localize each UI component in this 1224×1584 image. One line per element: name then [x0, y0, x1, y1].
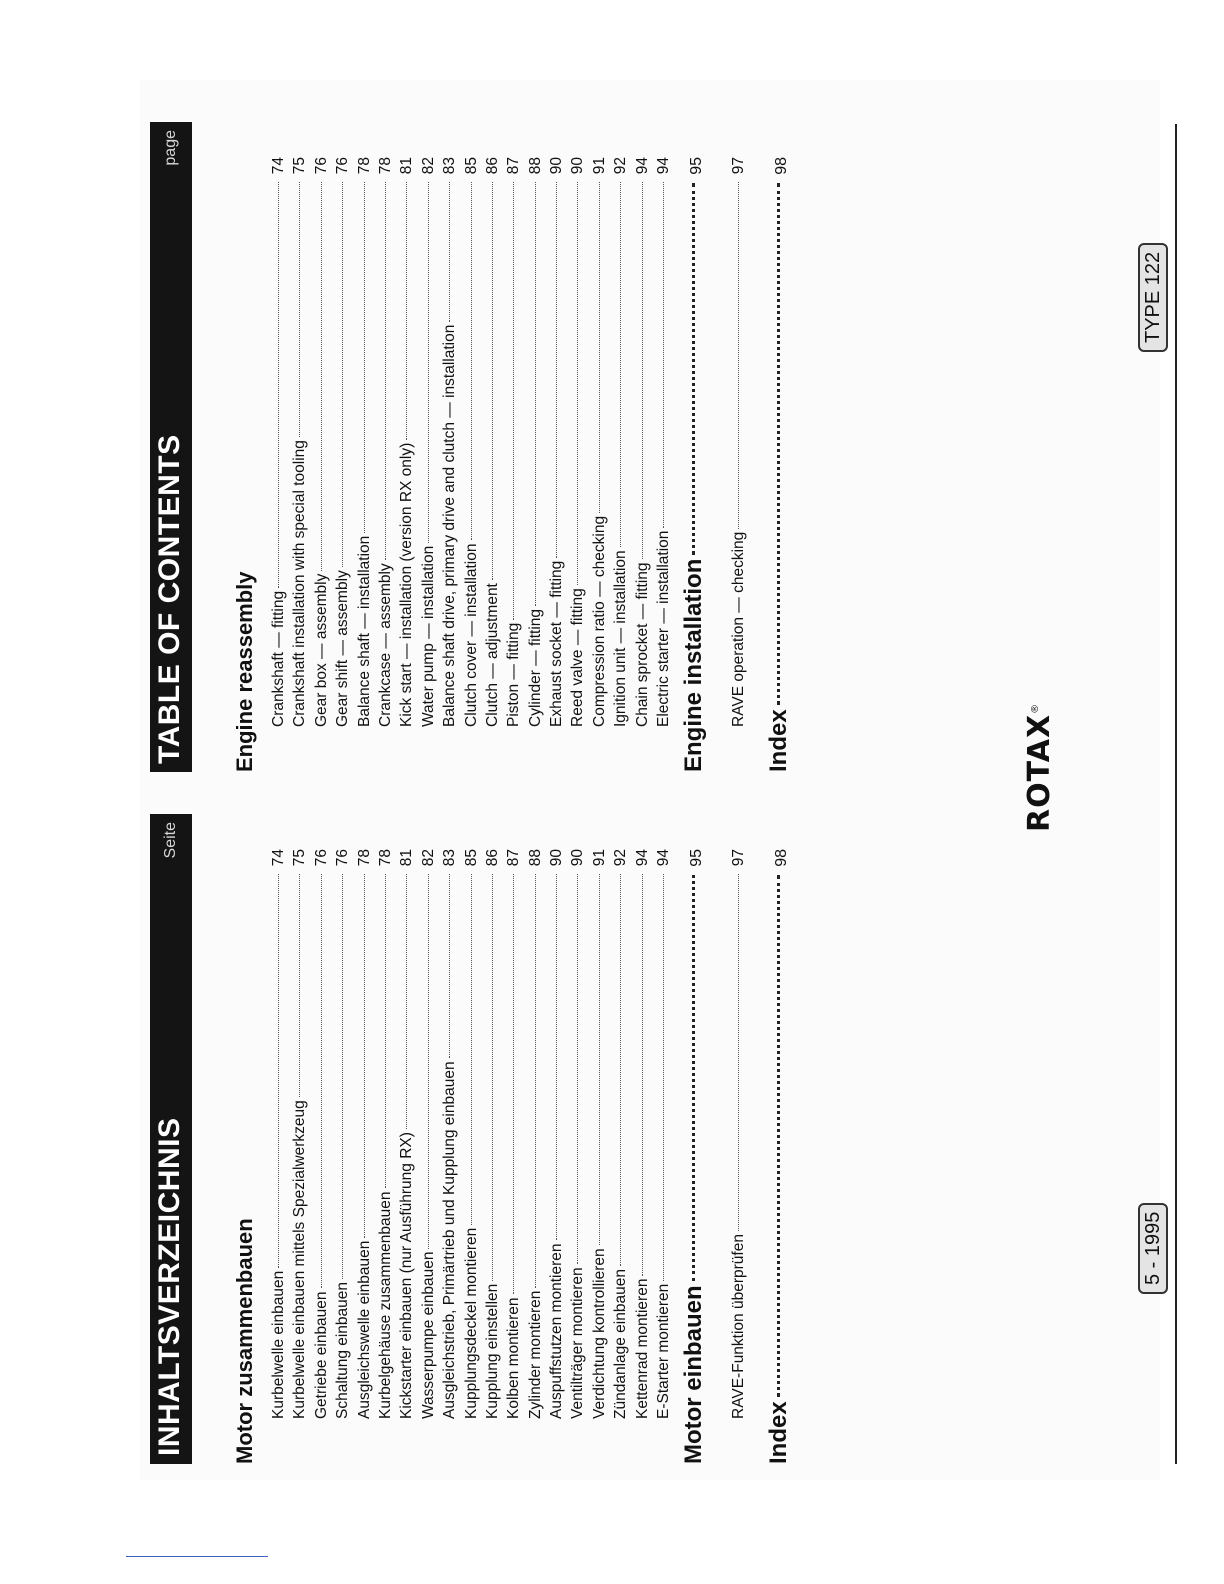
section-heading: Motor zusammenbauen [232, 1218, 257, 1464]
dot-leader [364, 874, 365, 1238]
toc-entry[interactable] [441, 157, 462, 727]
dot-leader [449, 182, 450, 322]
entry-page: 86 [483, 157, 501, 175]
entry-label: Crankcase — assembly [376, 563, 394, 727]
entry-label: Exhaust socket — fitting [548, 560, 566, 727]
toc-entry[interactable] [484, 849, 505, 1419]
entry-label: Reed valve — fitting [569, 588, 587, 727]
toc-entry[interactable] [612, 157, 633, 727]
toc-entry[interactable] [569, 849, 590, 1419]
entry-page: 91 [590, 157, 608, 175]
toc-entry[interactable] [356, 157, 377, 727]
entry-page: 90 [548, 157, 566, 175]
toc-entry[interactable] [591, 157, 612, 727]
entry-label: Ausgleichstrieb, Primärtrieb und Kupplung einbauen [441, 1061, 459, 1419]
toc-entry[interactable] [634, 849, 655, 1419]
entry-label: Gear shift — assembly [334, 570, 352, 727]
dot-leader [513, 874, 514, 1295]
dot-leader [620, 182, 621, 547]
dot-leader [692, 875, 695, 1281]
entry-page: 98 [773, 849, 790, 867]
entry-page: 85 [462, 157, 480, 175]
dot-leader [535, 874, 536, 1288]
toc-entry[interactable] [420, 849, 441, 1419]
dot-leader [577, 874, 578, 1264]
dot-leader [342, 182, 343, 567]
dot-leader [471, 182, 472, 541]
entry-page: 94 [655, 157, 673, 175]
toc-entry-index[interactable] [765, 157, 793, 772]
entry-label: Kick start — installation (version RX only) [398, 442, 416, 727]
dot-leader [321, 182, 322, 571]
dot-leader [385, 874, 386, 1189]
entry-page: 90 [548, 849, 566, 867]
registered-mark: ® [1030, 702, 1041, 714]
header-title: INHALTSVERZEICHNIS [153, 1117, 186, 1456]
toc-entry[interactable] [527, 849, 548, 1419]
entry-label: Index [765, 709, 792, 772]
entry-label: Zylinder montieren [526, 1290, 544, 1419]
entry-label: Verdichtung kontrollieren [590, 1248, 608, 1419]
entry-page: 83 [441, 157, 459, 175]
entry-label: Balance shaft drive, primary drive and clutch — installation [441, 324, 459, 727]
dot-leader [385, 182, 386, 560]
header-title: TABLE OF CONTENTS [153, 434, 186, 764]
entry-page: 87 [505, 157, 523, 175]
dot-leader [535, 182, 536, 606]
entry-page: 76 [334, 157, 352, 175]
entry-page: 74 [270, 157, 287, 175]
toc-entry[interactable] [313, 849, 334, 1419]
dot-leader [577, 182, 578, 585]
entry-label: Kurbelgehäuse zusammenbauen [376, 1191, 394, 1419]
entry-page: 94 [633, 157, 651, 175]
page-column-label: page [162, 130, 179, 166]
toc-entry[interactable] [505, 157, 526, 727]
entry-page: 76 [334, 849, 352, 867]
toc-entry[interactable] [441, 849, 462, 1419]
entry-page: 74 [270, 849, 287, 867]
entry-label: Balance shaft — installation [355, 535, 373, 727]
entry-page: 97 [730, 849, 747, 867]
dot-leader [620, 874, 621, 1266]
toc-entry-install-sub[interactable] [730, 849, 748, 1419]
toc-entry[interactable] [655, 849, 676, 1419]
toc-entry[interactable] [634, 157, 655, 727]
entry-page: 81 [398, 157, 416, 175]
dot-leader [692, 183, 695, 555]
dot-leader [738, 182, 739, 529]
entry-page: 83 [441, 849, 459, 867]
entry-page: 92 [612, 157, 630, 175]
entry-page: 92 [612, 849, 630, 867]
dot-leader [599, 182, 600, 513]
entry-label: Kettenrad montieren [633, 1278, 651, 1419]
toc-entry[interactable] [463, 157, 484, 727]
entry-page: 90 [569, 157, 587, 175]
toc-entry[interactable] [270, 849, 291, 1419]
toc-entry[interactable] [505, 849, 526, 1419]
toc-entry[interactable] [527, 157, 548, 727]
dot-leader [738, 874, 739, 1231]
dot-leader [513, 182, 514, 620]
toc-entry-install-sub[interactable] [730, 157, 748, 727]
toc-entry[interactable] [548, 849, 569, 1419]
rotax-logo [1022, 703, 1057, 832]
toc-entry[interactable] [291, 849, 312, 1419]
toc-entry[interactable] [313, 157, 334, 727]
toc-entry[interactable] [612, 849, 633, 1419]
toc-entry[interactable] [463, 849, 484, 1419]
toc-entry[interactable] [356, 849, 377, 1419]
entry-label: Ausgleichswelle einbauen [355, 1240, 373, 1419]
entry-page: 94 [633, 849, 651, 867]
entry-label: Gear box — assembly [312, 573, 330, 727]
toc-entry[interactable] [334, 849, 355, 1419]
toc-entry[interactable] [377, 849, 398, 1419]
entry-label: Kupplungsdeckel montieren [462, 1227, 480, 1419]
dot-leader [449, 874, 450, 1058]
page-column-label: Seite [162, 822, 179, 859]
dot-leader [342, 874, 343, 1279]
entry-label: Getriebe einbauen [312, 1291, 330, 1419]
dot-leader [556, 182, 557, 558]
toc-list [270, 849, 676, 1419]
dot-leader [428, 874, 429, 1249]
entry-page: 82 [419, 849, 437, 867]
entry-page: 88 [526, 849, 544, 867]
entry-label: Compression ratio — checking [590, 515, 608, 727]
toc-entry[interactable] [291, 157, 312, 727]
entry-label: Clutch cover — installation [462, 543, 480, 727]
entry-page: 86 [483, 849, 501, 867]
dot-leader [428, 182, 429, 543]
toc-entry[interactable] [548, 157, 569, 727]
entry-label: Chain sprocket — fitting [633, 562, 651, 727]
entry-label: E-Starter montieren [655, 1283, 673, 1419]
entry-label: Ventilträger montieren [569, 1267, 587, 1419]
entry-page: 88 [526, 157, 544, 175]
toc-entry[interactable] [398, 849, 419, 1419]
dot-leader [364, 182, 365, 533]
logo-text: ROTAX [1022, 713, 1057, 832]
toc-entry[interactable] [377, 157, 398, 727]
entry-page: 76 [312, 849, 330, 867]
entry-label: Auspuffstutzen montieren [548, 1243, 566, 1419]
header-bar [150, 814, 192, 1464]
entry-label: Piston — fitting [505, 622, 523, 727]
toc-entry[interactable] [420, 157, 441, 727]
entry-label: Kurbelwelle einbauen mittels Spezialwerkzeug [291, 1100, 309, 1419]
entry-label: Motor einbauen [680, 1285, 707, 1464]
entry-page: 87 [505, 849, 523, 867]
entry-label: Clutch — adjustment [483, 583, 501, 727]
dot-leader [556, 874, 557, 1241]
entry-label: RAVE-Funktion überprüfen [730, 1234, 747, 1419]
dot-leader [299, 182, 300, 437]
toc-entry[interactable] [655, 157, 676, 727]
entry-page: 97 [730, 157, 747, 175]
dot-leader [492, 182, 493, 580]
entry-label: Kurbelwelle einbauen [270, 1270, 287, 1419]
entry-page: 90 [569, 849, 587, 867]
dot-leader [599, 874, 600, 1245]
header-bar [150, 122, 192, 772]
entry-page: 85 [462, 849, 480, 867]
date-badge: 5 - 1995 [1138, 1203, 1168, 1294]
entry-label: Engine installation [680, 558, 707, 772]
entry-page: 76 [312, 157, 330, 175]
entry-page: 98 [773, 157, 790, 175]
dot-leader [663, 874, 664, 1281]
toc-entry[interactable] [484, 157, 505, 727]
entry-page: 95 [688, 157, 705, 175]
entry-page: 81 [398, 849, 416, 867]
entry-label: Ignition unit — installation [612, 550, 630, 727]
entry-label: Kupplung einstellen [483, 1283, 501, 1419]
entry-page: 78 [355, 849, 373, 867]
entry-label: Schaltung einbauen [334, 1281, 352, 1419]
dot-leader [278, 182, 279, 588]
entry-page: 75 [291, 849, 309, 867]
toc-entry[interactable] [591, 849, 612, 1419]
dot-leader [492, 874, 493, 1281]
entry-page: 95 [688, 849, 705, 867]
dot-leader [406, 182, 407, 440]
dot-leader [321, 874, 322, 1288]
entry-label: Cylinder — fitting [526, 608, 544, 727]
entry-label: Water pump — installation [419, 545, 437, 727]
entry-label: Kickstarter einbauen (nur Ausführung RX) [398, 1132, 416, 1419]
entry-page: 75 [291, 157, 309, 175]
entry-label: Zündanlage einbauen [612, 1269, 630, 1419]
entry-page: 82 [419, 157, 437, 175]
toc-entry[interactable] [569, 157, 590, 727]
dot-leader [406, 874, 407, 1129]
entry-label: Crankshaft installation with special tooling [291, 440, 309, 727]
toc-entry[interactable] [398, 157, 419, 727]
entry-page: 78 [376, 157, 394, 175]
footer-rule [1175, 124, 1177, 1464]
scan-artifact-line [126, 1556, 268, 1557]
type-badge: TYPE 122 [1138, 243, 1168, 352]
entry-label: Index [765, 1401, 792, 1464]
toc-entry[interactable] [334, 157, 355, 727]
dot-leader [278, 874, 279, 1268]
dot-leader [642, 182, 643, 559]
entry-page: 78 [355, 157, 373, 175]
dot-leader [471, 874, 472, 1225]
entry-page: 78 [376, 849, 394, 867]
toc-entry-install[interactable] [680, 157, 708, 772]
toc-entry-install[interactable] [680, 849, 708, 1464]
dot-leader [642, 874, 643, 1276]
toc-entry-index[interactable] [765, 849, 793, 1464]
dot-leader [777, 183, 780, 705]
entry-label: Kolben montieren [505, 1297, 523, 1419]
entry-label: RAVE operation — checking [730, 531, 747, 727]
entry-page: 91 [590, 849, 608, 867]
toc-entry[interactable] [270, 157, 291, 727]
dot-leader [299, 874, 300, 1097]
toc-list [270, 157, 676, 727]
section-heading: Engine reassembly [232, 571, 257, 772]
entry-label: Crankshaft — fitting [270, 590, 287, 727]
entry-page: 94 [655, 849, 673, 867]
entry-label: Wasserpumpe einbauen [419, 1251, 437, 1419]
dot-leader [777, 875, 780, 1397]
entry-label: Electric starter — installation [655, 530, 673, 727]
dot-leader [663, 182, 664, 528]
